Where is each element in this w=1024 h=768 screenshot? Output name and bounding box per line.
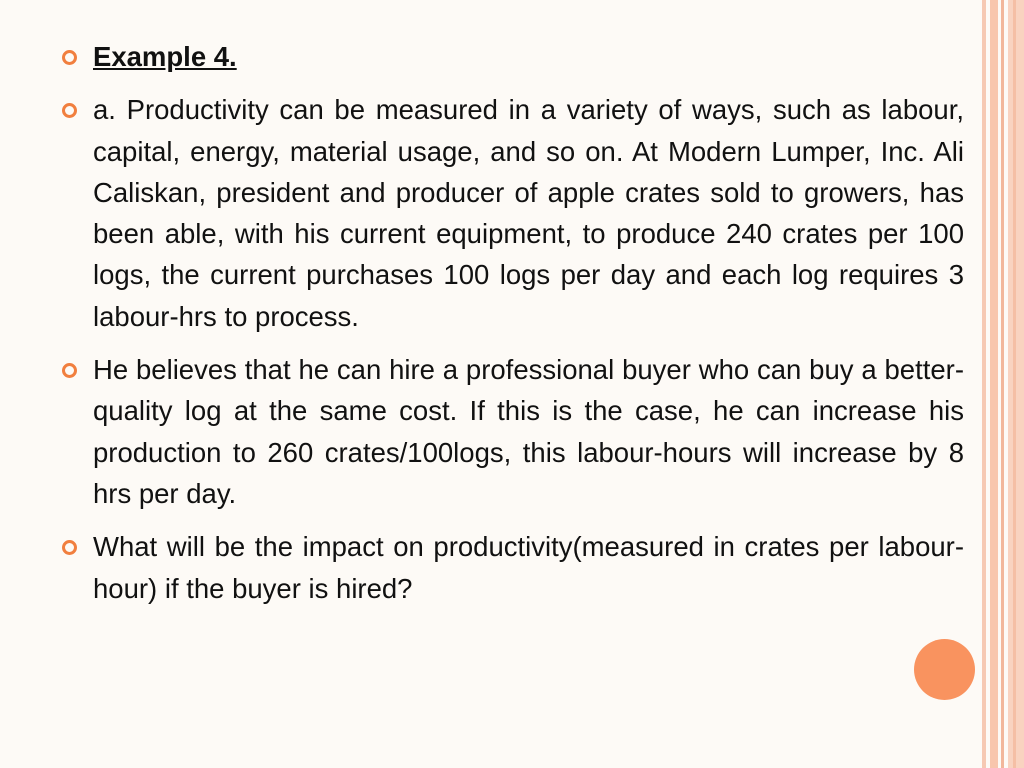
bullet-circle-icon bbox=[62, 363, 77, 378]
bullet-paragraph-2 bbox=[62, 349, 964, 514]
bullet-heading bbox=[62, 36, 964, 77]
bullet-circle-icon bbox=[62, 540, 77, 555]
slide-body bbox=[62, 36, 964, 621]
slide-heading: Example 4. bbox=[93, 41, 237, 72]
right-border-stripe bbox=[1013, 0, 1016, 768]
paragraph-text: He believes that he can hire a professional buyer who can buy a better-quality log at the same cost. If this is the case, he can increase his production to 260 crates/100logs, this labour-hours will increase by 8 hrs per day. bbox=[93, 354, 964, 509]
paragraph-text: What will be the impact on productivity(measured in crates per labour-hour) if the buyer is hired? bbox=[93, 531, 964, 604]
right-border-stripe bbox=[982, 0, 986, 768]
right-border-stripe bbox=[1001, 0, 1004, 768]
bullet-paragraph-1 bbox=[62, 89, 964, 337]
right-border-stripe bbox=[990, 0, 998, 768]
paragraph-text: a. Productivity can be measured in a variety of ways, such as labour, capital, energy, material usage, and so on. At Modern Lumper, Inc. Ali Caliskan, president and producer of apple crates sold to growers, has been able, with his current equipment, to produce 240 crates per 100 logs, the current purchases 100 logs per day and each log requires 3 labour-hrs to process. bbox=[93, 94, 964, 332]
bullet-circle-icon bbox=[62, 103, 77, 118]
bullet-circle-icon bbox=[62, 50, 77, 65]
bullet-paragraph-3 bbox=[62, 526, 964, 609]
right-border-stripe bbox=[1008, 0, 1024, 768]
orange-circle-decoration bbox=[914, 639, 975, 700]
